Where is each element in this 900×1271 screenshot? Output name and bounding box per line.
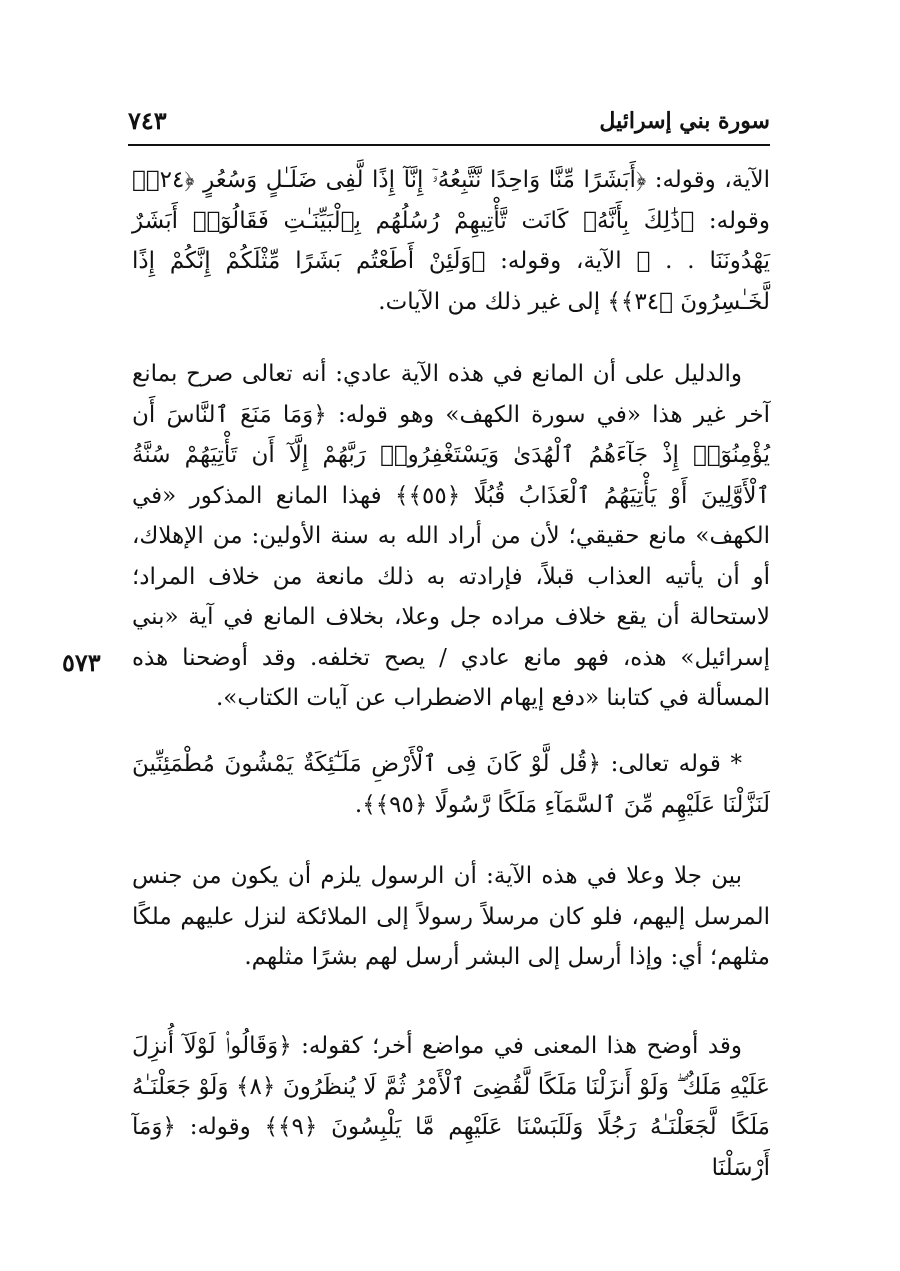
paragraph-2 (132, 354, 770, 719)
paragraph-text: الآية، وقوله: ﴿أَبَشَرًا مِّنَّا وَاحِدًا نَّتَّبِعُهُۥٓ إِنَّآ إِذًا لَّفِى ضَلَـٰلٍ وَسُعُرٍ ﴿٢٤﴾﴾ وقوله: ﴿ذَٰلِكَ بِأَنَّهُۥ كَانَت تَّأْتِيهِمْ رُسُلُهُم بِٱلْبَيِّنَـٰتِ فَقَالُوٓا۟ أَبَشَرٌ يَهْدُونَنَا . . ﴾ الآية، وقوله: ﴿وَلَئِنْ أَطَعْتُم بَشَرًا مِّثْلَكُمْ إِنَّكُمْ إِذًا لَّخَـٰسِرُونَ ﴿٣٤﴾﴾ إلى غير ذلك من الآيات. (132, 167, 770, 315)
paragraph-5 (132, 1026, 770, 1188)
paragraph-1 (132, 160, 770, 322)
margin-page-reference: ٥٧٣ (62, 648, 101, 677)
paragraph-4 (132, 856, 770, 978)
paragraph-3 (132, 744, 770, 825)
paragraph-text: والدليل على أن المانع في هذه الآية عادي: أنه تعالى صرح بمانع آخر غير هذا «في سورة الكهف» وهو قوله: ﴿وَمَا مَنَعَ ٱلنَّاسَ أَن يُؤْمِنُوٓا۟ إِذْ جَآءَهُمُ ٱلْهُدَىٰ وَيَسْتَغْفِرُوا۟ رَبَّهُمْ إِلَّآ أَن تَأْتِيَهُمْ سُنَّةُ ٱلْأَوَّلِينَ أَوْ يَأْتِيَهُمُ ٱلْعَذَابُ قُبُلًا ﴿٥٥﴾﴾ فهذا المانع المذكور «في الكهف» مانع حقيقي؛ لأن من أراد الله به سنة الأولين: من الإهلاك، أو أن يأتيه العذاب قبلاً، فإرادته به ذلك مانعة من خلاف المراد؛ لاستحالة أن يقع خلاف مراده جل وعلا، بخلاف المانع في آية «بني إسرائيل» هذه، فهو مانع عادي / يصح تخلفه. وقد أوضحنا هذه المسألة في كتابنا «دفع إيهام الاضطراب عن آيات الكتاب». (132, 361, 771, 711)
surah-title: سورة بني إسرائيل (599, 108, 770, 134)
paragraph-text: بين جلا وعلا في هذه الآية: أن الرسول يلزم أن يكون من جنس المرسل إليهم، فلو كان مرسلاً رسولاً إلى الملائكة لنزل عليهم ملكًا مثلهم؛ أي: وإذا أرسل إلى البشر أرسل لهم بشرًا مثلهم. (132, 863, 770, 970)
paragraph-text: * قوله تعالى: ﴿قُل لَّوْ كَانَ فِى ٱلْأَرْضِ مَلَـٰٓئِكَةٌ يَمْشُونَ مُطْمَئِنِّينَ لَنَزَّلْنَا عَلَيْهِم مِّنَ ٱلسَّمَآءِ مَلَكًا رَّسُولًا ﴿٩٥﴾﴾. (132, 751, 770, 818)
page-number: ٧٤٣ (128, 106, 167, 135)
page-header (128, 104, 770, 146)
paragraph-text: وقد أوضح هذا المعنى في مواضع أخر؛ كقوله: ﴿وَقَالُوا۟ لَوْلَآ أُنزِلَ عَلَيْهِ مَلَكٌ ۖ وَلَوْ أَنزَلْنَا مَلَكًا لَّقُضِىَ ٱلْأَمْرُ ثُمَّ لَا يُنظَرُونَ ﴿٨﴾ وَلَوْ جَعَلْنَـٰهُ مَلَكًا لَّجَعَلْنَـٰهُ رَجُلًا وَلَلَبَسْنَا عَلَيْهِم مَّا يَلْبِسُونَ ﴿٩﴾﴾ وقوله: ﴿وَمَآ أَرْسَلْنَا (132, 1033, 770, 1181)
